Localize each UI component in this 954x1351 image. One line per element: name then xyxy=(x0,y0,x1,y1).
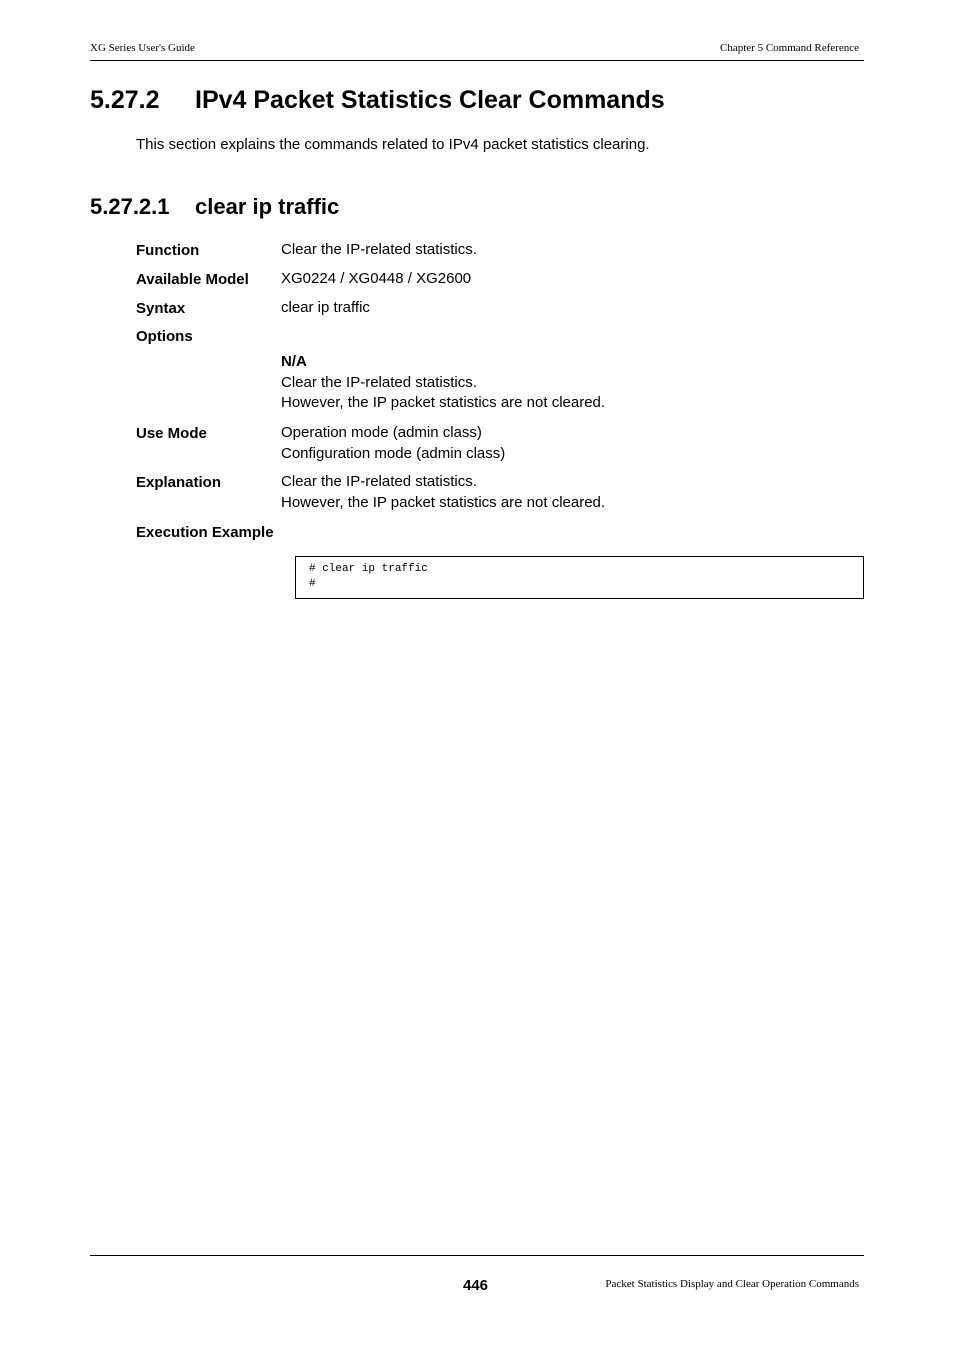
explanation-line: Clear the IP-related statistics. xyxy=(281,473,477,490)
available-model-value: XG0224 / XG0448 / XG2600 xyxy=(281,270,472,287)
subsection-title: clear ip traffic xyxy=(195,194,340,219)
explanation-line: However, the IP packet statistics are not cleared. xyxy=(281,493,606,511)
use-mode-line: Operation mode (admin class) xyxy=(281,424,482,441)
execution-example-box xyxy=(295,556,864,599)
section-heading xyxy=(90,86,665,115)
running-header-left: XG Series User's Guide xyxy=(90,42,195,54)
option-name: N/A xyxy=(281,353,307,370)
code-block xyxy=(309,562,428,592)
explanation-value xyxy=(281,472,605,513)
function-value: Clear the IP-related statistics. xyxy=(281,241,477,258)
syntax-label: Syntax xyxy=(136,300,186,317)
available-model-label: Available Model xyxy=(136,271,249,288)
option-block xyxy=(281,352,605,414)
use-mode-label: Use Mode xyxy=(136,425,207,442)
subsection-number: 5.27.2.1 xyxy=(90,194,170,219)
section-intro: This section explains the commands related to IPv4 packet statistics clearing. xyxy=(136,136,650,153)
section-number: 5.27.2 xyxy=(90,86,160,114)
option-description-line: Clear the IP-related statistics. xyxy=(281,373,477,391)
page-number: 446 xyxy=(463,1277,489,1294)
code-line: # clear ip traffic xyxy=(309,563,428,575)
use-mode-value xyxy=(281,423,505,464)
use-mode-line: Configuration mode (admin class) xyxy=(281,444,506,462)
footer-divider xyxy=(90,1255,864,1256)
execution-example-label: Execution Example xyxy=(136,524,274,541)
subsection-heading xyxy=(90,194,339,220)
syntax-value: clear ip traffic xyxy=(281,299,370,316)
code-line: # xyxy=(309,578,316,590)
running-footer-right: Packet Statistics Display and Clear Operation Commands xyxy=(605,1278,859,1290)
explanation-label: Explanation xyxy=(136,474,222,491)
options-label: Options xyxy=(136,328,193,345)
function-label: Function xyxy=(136,242,200,259)
option-description-line: However, the IP packet statistics are not cleared. xyxy=(281,394,606,411)
section-title: IPv4 Packet Statistics Clear Commands xyxy=(195,86,665,114)
running-header-right: Chapter 5 Command Reference xyxy=(720,42,859,54)
header-divider xyxy=(90,60,864,61)
